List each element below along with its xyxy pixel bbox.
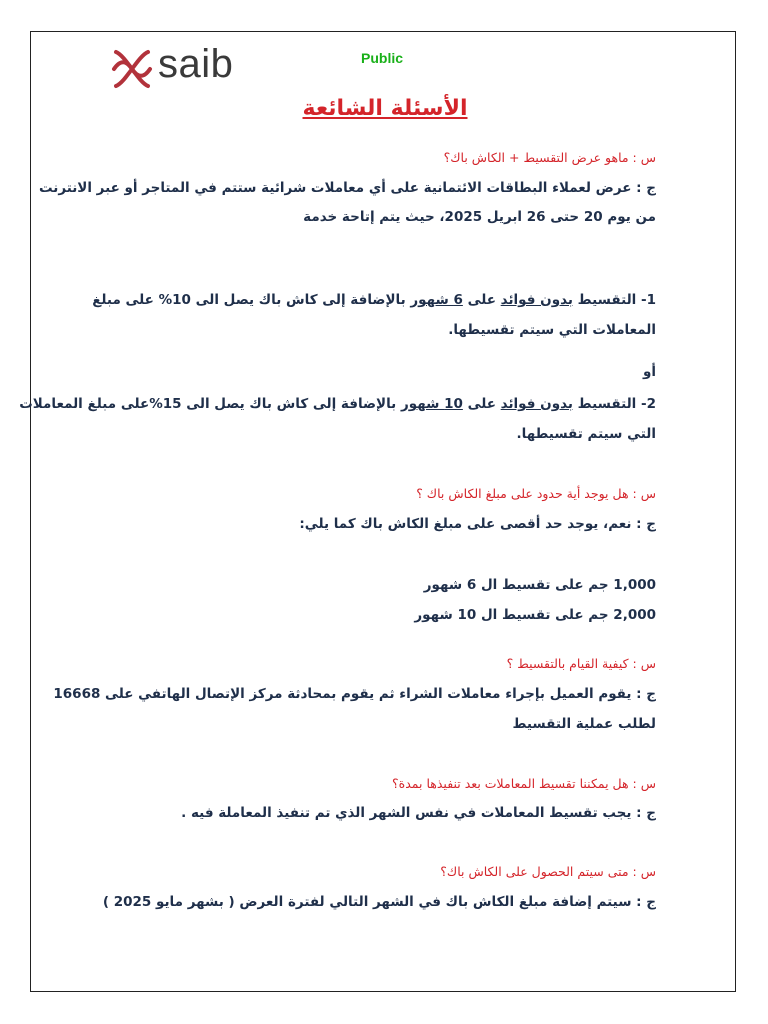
or-separator: أو [642, 364, 656, 380]
option-2-on: على [462, 396, 501, 412]
question-4: س : هل يمكننا تقسيط المعاملات بعد تنفيذها بمدة؟ [392, 776, 656, 791]
option-2-line-1 [19, 396, 656, 412]
page-border [30, 31, 736, 992]
saib-logo [110, 42, 240, 92]
option-1-on: على [462, 292, 501, 308]
option-2-line-2: التي سيتم تقسيطها. [516, 426, 656, 442]
question-3: س : كيفية القيام بالتقسيط ؟ [506, 656, 656, 671]
brand-name: saib [158, 42, 234, 86]
answer-1-line-1: ج : عرض لعملاء البطاقات الائتمانية على أي معاملات شرائية ستتم في المتاجر أو عبر الانترنت [38, 180, 656, 196]
option-1-prefix: 1- التقسيط [572, 292, 656, 308]
limit-10-months: 2,000 جم على تقسيط ال 10 شهور [414, 607, 656, 623]
option-2-rest: بالإضافة إلى كاش باك يصل الى 15%على مبلغ المعاملات [19, 396, 401, 412]
option-1-line-2: المعاملات التي سيتم تقسيطها. [448, 322, 656, 338]
option-2-months: 10 شهور [400, 396, 463, 412]
option-1-no-interest: بدون فوائد [500, 292, 573, 308]
answer-3-line-2: لطلب عملية التقسيط [512, 716, 656, 732]
classification-label: Public [361, 50, 404, 66]
question-2: س : هل يوجد أية حدود على مبلغ الكاش باك ؟ [416, 486, 656, 501]
question-1: س : ماهو عرض التقسيط + الكاش باك؟ [443, 150, 656, 165]
answer-2: ج : نعم، يوجد حد أقصى على مبلغ الكاش باك كما يلي: [299, 516, 656, 532]
answer-1-line-2: من يوم 20 حتى 26 ابريل 2025، حيث يتم إتاحة خدمة [303, 209, 656, 225]
option-1-months: 6 شهور [410, 292, 463, 308]
answer-5: ج : سيتم إضافة مبلغ الكاش باك في الشهر التالي لفترة العرض ( بشهر مايو 2025 ) [102, 894, 656, 910]
option-1-line-1 [92, 292, 656, 308]
saib-logo-mark-icon [110, 46, 154, 92]
question-5: س : متى سيتم الحصول على الكاش باك؟ [440, 864, 656, 879]
option-2-no-interest: بدون فوائد [500, 396, 573, 412]
option-1-rest: بالإضافة إلى كاش باك يصل الى 10% على مبلغ [92, 292, 411, 308]
answer-4: ج : يجب تقسيط المعاملات في نفس الشهر الذي تم تنفيذ المعاملة فيه . [181, 805, 656, 821]
option-2-prefix: 2- التقسيط [572, 396, 656, 412]
limit-6-months: 1,000 جم على تقسيط ال 6 شهور [423, 577, 656, 593]
page-title: الأسئلة الشائعة [302, 96, 468, 121]
answer-3-line-1: ج : يقوم العميل بإجراء معاملات الشراء ثم يقوم بمحادثة مركز الإتصال الهاتفي على 16668 [53, 686, 656, 702]
